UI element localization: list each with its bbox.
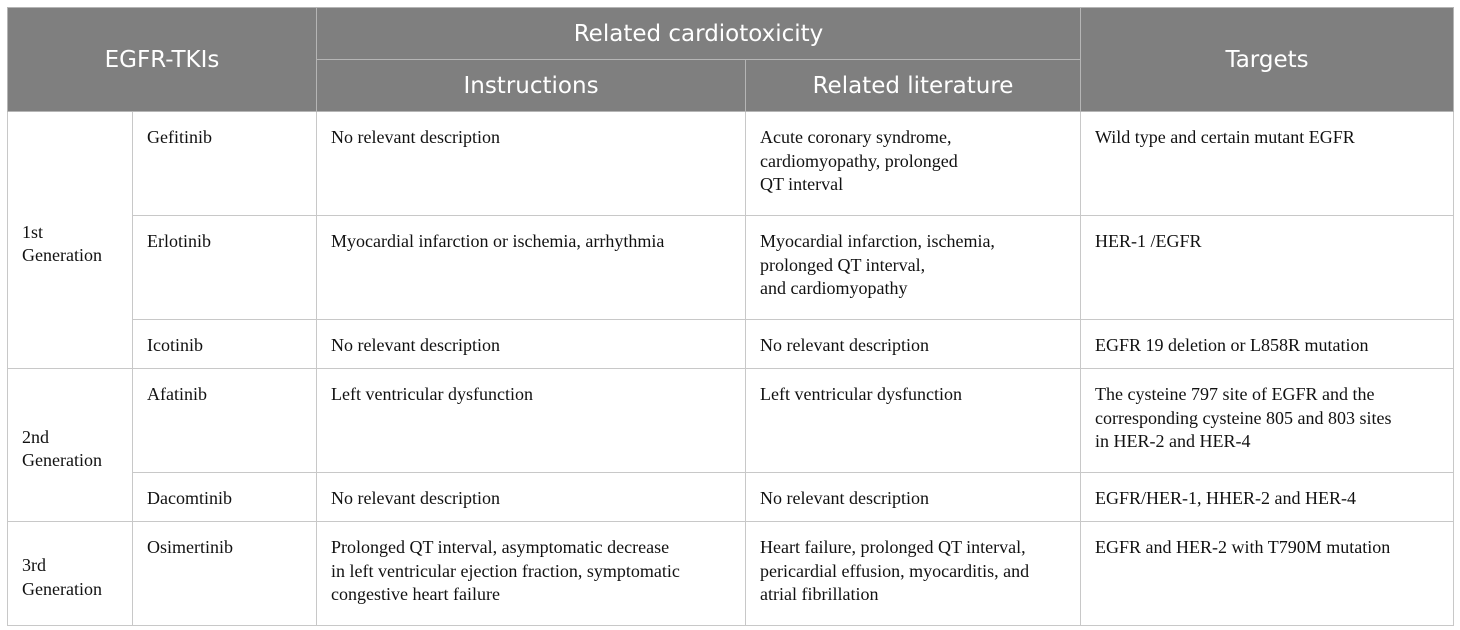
text-line: The cysteine 797 site of EGFR and the	[1095, 384, 1375, 404]
literature-cell	[746, 522, 1081, 626]
text-line: QT interval	[760, 174, 844, 194]
targets-cell	[1081, 216, 1454, 320]
instructions-cell	[317, 522, 746, 626]
text-line: No relevant description	[760, 488, 929, 508]
text-line: in left ventricular ejection fraction, symptomatic	[331, 560, 680, 581]
header-related-cardiotoxicity: Related cardiotoxicity	[317, 8, 1081, 60]
egfr-tki-cardiotoxicity-table	[7, 7, 1454, 626]
text-line: pericardial effusion, myocarditis, and	[760, 560, 1030, 581]
text-line: prolonged QT interval,	[760, 254, 926, 275]
drug-name: Osimertinib	[133, 522, 317, 626]
text-line: atrial fibrillation	[760, 584, 879, 604]
header-related-literature: Related literature	[746, 60, 1081, 112]
text-line: Left ventricular dysfunction	[760, 384, 962, 404]
table-row	[8, 473, 1454, 522]
table-row	[8, 369, 1454, 473]
generation-label: 3rd	[22, 555, 46, 575]
text-line: No relevant description	[760, 335, 929, 355]
table-row	[8, 112, 1454, 216]
text-line: HER-1 /EGFR	[1095, 231, 1202, 251]
instructions-cell	[317, 112, 746, 216]
table-body	[8, 112, 1454, 626]
targets-cell	[1081, 112, 1454, 216]
text-line: congestive heart failure	[331, 584, 500, 604]
text-line: No relevant description	[331, 488, 500, 508]
generation-label: 2nd	[22, 426, 49, 447]
text-line: EGFR and HER-2 with T790M mutation	[1095, 537, 1391, 557]
text-line: EGFR 19 deletion or L858R mutation	[1095, 335, 1369, 355]
text-line: corresponding cysteine 805 and 803 sites	[1095, 407, 1392, 428]
header-instructions: Instructions	[317, 60, 746, 112]
text-line: No relevant description	[331, 335, 500, 355]
targets-cell	[1081, 473, 1454, 522]
targets-cell	[1081, 369, 1454, 473]
text-line: Left ventricular dysfunction	[331, 384, 533, 404]
drug-name: Erlotinib	[133, 216, 317, 320]
generation-cell	[8, 112, 133, 369]
text-line: Acute coronary syndrome,	[760, 127, 952, 147]
generation-cell	[8, 369, 133, 522]
header-row-top	[8, 8, 1454, 60]
table-container	[7, 7, 1454, 626]
generation-cell	[8, 522, 133, 626]
drug-name: Dacomtinib	[133, 473, 317, 522]
text-line: Prolonged QT interval, asymptomatic decrease	[331, 537, 670, 557]
generation-label: 1st	[22, 221, 44, 242]
text-line: No relevant description	[331, 127, 500, 147]
table-row	[8, 522, 1454, 626]
table-row	[8, 320, 1454, 369]
literature-cell	[746, 216, 1081, 320]
drug-name: Gefitinib	[133, 112, 317, 216]
generation-label: Generation	[22, 578, 102, 599]
targets-cell	[1081, 522, 1454, 626]
instructions-cell	[317, 473, 746, 522]
text-line: Myocardial infarction or ischemia, arrhythmia	[331, 231, 665, 251]
instructions-cell	[317, 216, 746, 320]
header-egfr-tkis: EGFR-TKIs	[8, 8, 317, 112]
literature-cell	[746, 369, 1081, 473]
generation-label: Generation	[22, 245, 102, 265]
header-targets: Targets	[1081, 8, 1454, 112]
targets-cell	[1081, 320, 1454, 369]
literature-cell	[746, 112, 1081, 216]
drug-name: Afatinib	[133, 369, 317, 473]
table-row	[8, 216, 1454, 320]
text-line: EGFR/HER-1, HHER-2 and HER-4	[1095, 488, 1357, 508]
literature-cell	[746, 320, 1081, 369]
text-line: Myocardial infarction, ischemia,	[760, 231, 995, 251]
text-line: Wild type and certain mutant EGFR	[1095, 127, 1355, 147]
generation-label: Generation	[22, 450, 102, 470]
drug-name: Icotinib	[133, 320, 317, 369]
table-header	[8, 8, 1454, 112]
text-line: and cardiomyopathy	[760, 278, 908, 298]
text-line: in HER-2 and HER-4	[1095, 431, 1251, 451]
text-line: cardiomyopathy, prolonged	[760, 150, 958, 171]
instructions-cell	[317, 369, 746, 473]
literature-cell	[746, 473, 1081, 522]
text-line: Heart failure, prolonged QT interval,	[760, 537, 1026, 557]
instructions-cell	[317, 320, 746, 369]
